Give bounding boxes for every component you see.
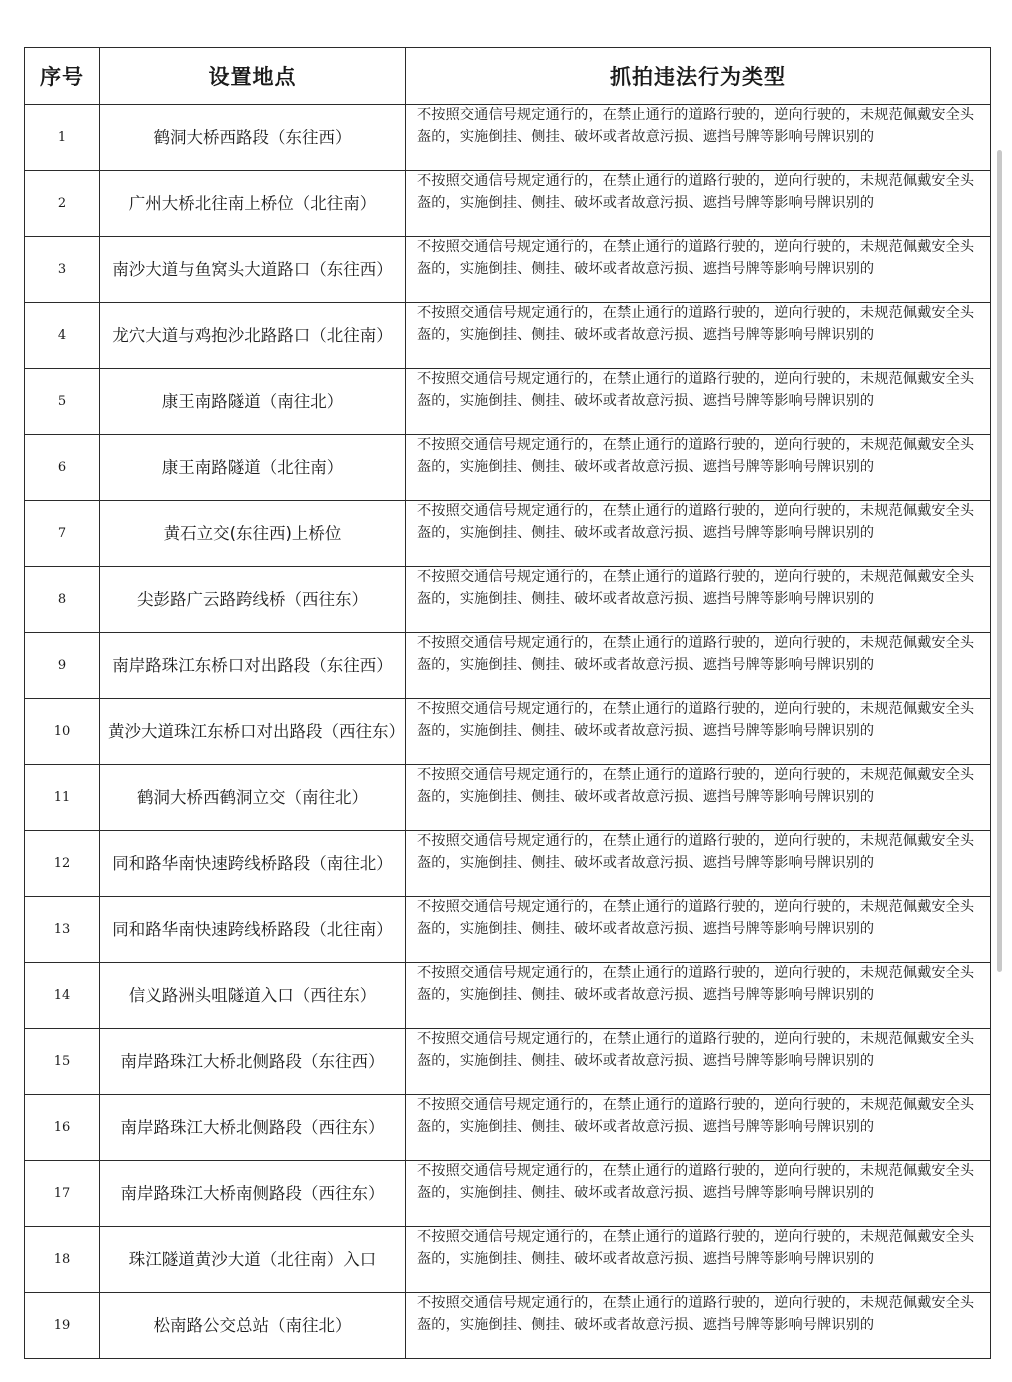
camera-locations-table-container xyxy=(24,47,990,1359)
table-row xyxy=(25,501,991,567)
row-location: 同和路华南快速跨线桥路段（南往北） xyxy=(100,831,406,897)
row-seq: 6 xyxy=(25,435,100,501)
row-location: 鹤洞大桥西路段（东往西） xyxy=(100,105,406,171)
camera-locations-table xyxy=(24,47,991,1359)
header-violation: 抓拍违法行为类型 xyxy=(406,48,991,105)
row-violation: 不按照交通信号规定通行的，在禁止通行的道路行驶的，逆向行驶的，未规范佩戴安全头盔的，实施倒挂、侧挂、破坏或者故意污损、遮挡号牌等影响号牌识别的 xyxy=(406,171,991,237)
row-location: 鹤洞大桥西鹤洞立交（南往北） xyxy=(100,765,406,831)
row-violation: 不按照交通信号规定通行的，在禁止通行的道路行驶的，逆向行驶的，未规范佩戴安全头盔的，实施倒挂、侧挂、破坏或者故意污损、遮挡号牌等影响号牌识别的 xyxy=(406,237,991,303)
table-row xyxy=(25,963,991,1029)
table-row xyxy=(25,1029,991,1095)
row-seq: 1 xyxy=(25,105,100,171)
table-row xyxy=(25,831,991,897)
row-location: 南岸路珠江大桥南侧路段（西往东） xyxy=(100,1161,406,1227)
row-seq: 8 xyxy=(25,567,100,633)
table-row xyxy=(25,897,991,963)
row-location: 黄石立交(东往西)上桥位 xyxy=(100,501,406,567)
row-violation: 不按照交通信号规定通行的，在禁止通行的道路行驶的，逆向行驶的，未规范佩戴安全头盔的，实施倒挂、侧挂、破坏或者故意污损、遮挡号牌等影响号牌识别的 xyxy=(406,1227,991,1293)
row-seq: 5 xyxy=(25,369,100,435)
row-location: 南岸路珠江大桥北侧路段（东往西） xyxy=(100,1029,406,1095)
row-location: 信义路洲头咀隧道入口（西往东） xyxy=(100,963,406,1029)
row-violation: 不按照交通信号规定通行的，在禁止通行的道路行驶的，逆向行驶的，未规范佩戴安全头盔的，实施倒挂、侧挂、破坏或者故意污损、遮挡号牌等影响号牌识别的 xyxy=(406,105,991,171)
row-location: 龙穴大道与鸡抱沙北路路口（北往南） xyxy=(100,303,406,369)
row-location: 南岸路珠江东桥口对出路段（东往西） xyxy=(100,633,406,699)
table-row xyxy=(25,1095,991,1161)
row-violation: 不按照交通信号规定通行的，在禁止通行的道路行驶的，逆向行驶的，未规范佩戴安全头盔的，实施倒挂、侧挂、破坏或者故意污损、遮挡号牌等影响号牌识别的 xyxy=(406,699,991,765)
row-violation: 不按照交通信号规定通行的，在禁止通行的道路行驶的，逆向行驶的，未规范佩戴安全头盔的，实施倒挂、侧挂、破坏或者故意污损、遮挡号牌等影响号牌识别的 xyxy=(406,1029,991,1095)
row-seq: 9 xyxy=(25,633,100,699)
row-violation: 不按照交通信号规定通行的，在禁止通行的道路行驶的，逆向行驶的，未规范佩戴安全头盔的，实施倒挂、侧挂、破坏或者故意污损、遮挡号牌等影响号牌识别的 xyxy=(406,567,991,633)
row-violation: 不按照交通信号规定通行的，在禁止通行的道路行驶的，逆向行驶的，未规范佩戴安全头盔的，实施倒挂、侧挂、破坏或者故意污损、遮挡号牌等影响号牌识别的 xyxy=(406,831,991,897)
table-header xyxy=(25,48,991,105)
row-location: 南沙大道与鱼窝头大道路口（东往西） xyxy=(100,237,406,303)
row-location: 珠江隧道黄沙大道（北往南）入口 xyxy=(100,1227,406,1293)
row-seq: 13 xyxy=(25,897,100,963)
row-seq: 12 xyxy=(25,831,100,897)
row-seq: 19 xyxy=(25,1293,100,1359)
row-violation: 不按照交通信号规定通行的，在禁止通行的道路行驶的，逆向行驶的，未规范佩戴安全头盔的，实施倒挂、侧挂、破坏或者故意污损、遮挡号牌等影响号牌识别的 xyxy=(406,633,991,699)
header-location: 设置地点 xyxy=(100,48,406,105)
row-seq: 18 xyxy=(25,1227,100,1293)
table-row xyxy=(25,369,991,435)
table-row xyxy=(25,765,991,831)
row-violation: 不按照交通信号规定通行的，在禁止通行的道路行驶的，逆向行驶的，未规范佩戴安全头盔的，实施倒挂、侧挂、破坏或者故意污损、遮挡号牌等影响号牌识别的 xyxy=(406,501,991,567)
row-location: 黄沙大道珠江东桥口对出路段（西往东） xyxy=(100,699,406,765)
header-seq: 序号 xyxy=(25,48,100,105)
table-row xyxy=(25,567,991,633)
row-violation: 不按照交通信号规定通行的，在禁止通行的道路行驶的，逆向行驶的，未规范佩戴安全头盔的，实施倒挂、侧挂、破坏或者故意污损、遮挡号牌等影响号牌识别的 xyxy=(406,765,991,831)
table-row xyxy=(25,633,991,699)
table-body xyxy=(25,105,991,1359)
row-violation: 不按照交通信号规定通行的，在禁止通行的道路行驶的，逆向行驶的，未规范佩戴安全头盔的，实施倒挂、侧挂、破坏或者故意污损、遮挡号牌等影响号牌识别的 xyxy=(406,369,991,435)
row-seq: 11 xyxy=(25,765,100,831)
table-row xyxy=(25,171,991,237)
table-row xyxy=(25,1227,991,1293)
row-seq: 16 xyxy=(25,1095,100,1161)
table-row xyxy=(25,699,991,765)
table-row xyxy=(25,105,991,171)
row-location: 松南路公交总站（南往北） xyxy=(100,1293,406,1359)
row-seq: 14 xyxy=(25,963,100,1029)
row-location: 广州大桥北往南上桥位（北往南） xyxy=(100,171,406,237)
row-seq: 2 xyxy=(25,171,100,237)
vertical-scrollbar[interactable] xyxy=(997,150,1002,972)
table-row xyxy=(25,237,991,303)
table-row xyxy=(25,303,991,369)
row-violation: 不按照交通信号规定通行的，在禁止通行的道路行驶的，逆向行驶的，未规范佩戴安全头盔的，实施倒挂、侧挂、破坏或者故意污损、遮挡号牌等影响号牌识别的 xyxy=(406,435,991,501)
row-seq: 3 xyxy=(25,237,100,303)
row-seq: 4 xyxy=(25,303,100,369)
row-seq: 17 xyxy=(25,1161,100,1227)
row-location: 康王南路隧道（北往南） xyxy=(100,435,406,501)
table-row xyxy=(25,1293,991,1359)
row-violation: 不按照交通信号规定通行的，在禁止通行的道路行驶的，逆向行驶的，未规范佩戴安全头盔的，实施倒挂、侧挂、破坏或者故意污损、遮挡号牌等影响号牌识别的 xyxy=(406,303,991,369)
row-violation: 不按照交通信号规定通行的，在禁止通行的道路行驶的，逆向行驶的，未规范佩戴安全头盔的，实施倒挂、侧挂、破坏或者故意污损、遮挡号牌等影响号牌识别的 xyxy=(406,963,991,1029)
row-seq: 15 xyxy=(25,1029,100,1095)
row-location: 南岸路珠江大桥北侧路段（西往东） xyxy=(100,1095,406,1161)
table-row xyxy=(25,435,991,501)
row-location: 同和路华南快速跨线桥路段（北往南） xyxy=(100,897,406,963)
row-violation: 不按照交通信号规定通行的，在禁止通行的道路行驶的，逆向行驶的，未规范佩戴安全头盔的，实施倒挂、侧挂、破坏或者故意污损、遮挡号牌等影响号牌识别的 xyxy=(406,1293,991,1359)
row-seq: 10 xyxy=(25,699,100,765)
row-location: 康王南路隧道（南往北） xyxy=(100,369,406,435)
row-seq: 7 xyxy=(25,501,100,567)
row-violation: 不按照交通信号规定通行的，在禁止通行的道路行驶的，逆向行驶的，未规范佩戴安全头盔的，实施倒挂、侧挂、破坏或者故意污损、遮挡号牌等影响号牌识别的 xyxy=(406,897,991,963)
row-location: 尖彭路广云路跨线桥（西往东） xyxy=(100,567,406,633)
header-row xyxy=(25,48,991,105)
table-row xyxy=(25,1161,991,1227)
row-violation: 不按照交通信号规定通行的，在禁止通行的道路行驶的，逆向行驶的，未规范佩戴安全头盔的，实施倒挂、侧挂、破坏或者故意污损、遮挡号牌等影响号牌识别的 xyxy=(406,1095,991,1161)
row-violation: 不按照交通信号规定通行的，在禁止通行的道路行驶的，逆向行驶的，未规范佩戴安全头盔的，实施倒挂、侧挂、破坏或者故意污损、遮挡号牌等影响号牌识别的 xyxy=(406,1161,991,1227)
